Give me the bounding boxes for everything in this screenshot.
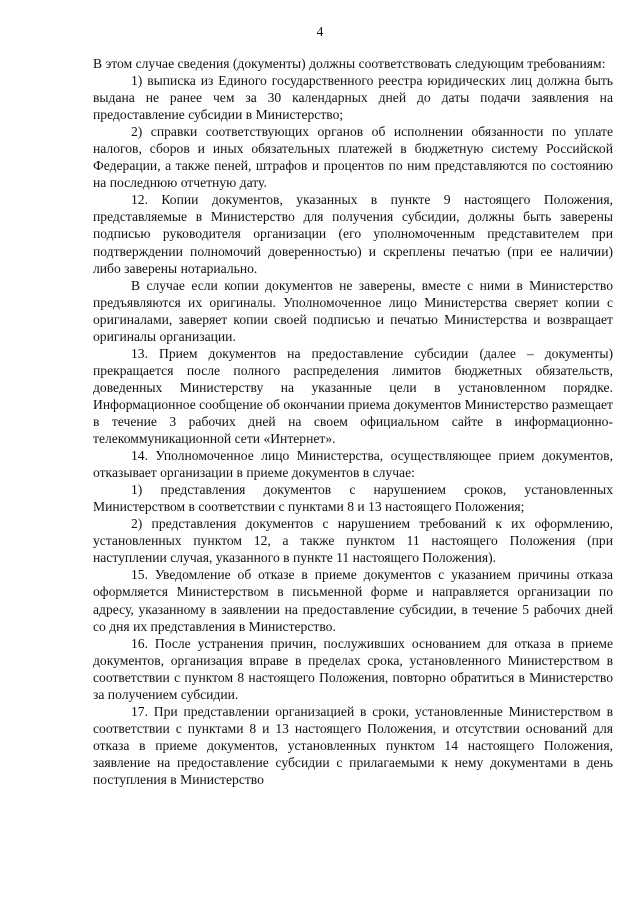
- paragraph-intro: В этом случае сведения (документы) должны соответствовать следующим требованиям:: [93, 56, 606, 71]
- paragraph-clause-12-cont: В случае если копии документов не заверены, вместе с ними в Министерство предъявляются их оригиналы. Уполномоченное лицо Министерства сверяет копии с оригиналами, заверяет копии своей подписью и печатью Министерства и возвращает оригиналы организации.: [93, 277, 613, 344]
- paragraph-item-2: 2) справки соответствующих органов об исполнении обязанности по уплате налогов, сборов и иных обязательных платежей в бюджетную систему Российской Федерации, а также пеней, штрафов и процентов по ним представляются по состоянию на последнюю отчетную дату.: [93, 124, 613, 191]
- paragraph-clause-16: 16. После устранения причин, послуживших основанием для отказа в приеме документов, организация вправе в пределах срока, установленного Министерством в соответствии с пунктом 8 настоящего Положения, повторно обратиться в Министерство за получением субсидии.: [93, 635, 613, 702]
- paragraph-clause-12: 12. Копии документов, указанных в пункте 9 настоящего Положения, представляемые в Министерство для получения субсидии, должны быть заверены подписью руководителя организации (его уполномоченным представителем при подтверждении полномочий доверенностью) и скреплены печатью (при ее наличии) либо заверены нотариально.: [93, 192, 613, 276]
- paragraph-clause-13: 13. Прием документов на предоставление субсидии (далее – документы) прекращается после полного распределения лимитов бюджетных обязательств, доведенных Министерству на указанные цели в установленном порядке. Информационное сообщение об окончании приема документов Министерство размещает в течение 3 рабочих дней на своем официальном сайте в информационно-телекоммуникационной сети «Интернет».: [93, 345, 613, 447]
- document-body: [93, 55, 613, 788]
- page-number: 4: [316, 24, 324, 39]
- paragraph-clause-14-item-1: 1) представления документов с нарушением сроков, установленных Министерством в соответствии с пунктами 8 и 13 настоящего Положения;: [93, 482, 613, 515]
- paragraph-clause-15: 15. Уведомление об отказе в приеме документов с указанием причины отказа оформляется Министерством в письменной форме и направляется организации по адресу, указанному в заявлении на предоставление субсидии, в течение 5 рабочих дней со дня их представления в Министерство.: [93, 567, 613, 634]
- paragraph-item-1: 1) выписка из Единого государственного реестра юридических лиц должна быть выдана не ранее чем за 30 календарных дней до даты подачи заявления на предоставление субсидии в Министерство;: [93, 73, 613, 123]
- paragraph-clause-17: 17. При представлении организацией в сроки, установленные Министерством в соответствии с пунктами 8 и 13 настоящего Положения, и отсутствии оснований для отказа в приеме документов, установленных пунктом 14 настоящего Положения, заявление на предоставление субсидии с прилагаемыми к нему документами в день поступления в Министерство: [93, 703, 613, 787]
- paragraph-clause-14: 14. Уполномоченное лицо Министерства, осуществляющее прием документов, отказывает организации в приеме документов в случае:: [93, 448, 613, 481]
- paragraph-clause-14-item-2: 2) представления документов с нарушением требований к их оформлению, установленных пунктом 12, а также пунктом 11 настоящего Положения (при наступлении случая, указанного в пункте 11 настоящего Положения).: [93, 516, 613, 566]
